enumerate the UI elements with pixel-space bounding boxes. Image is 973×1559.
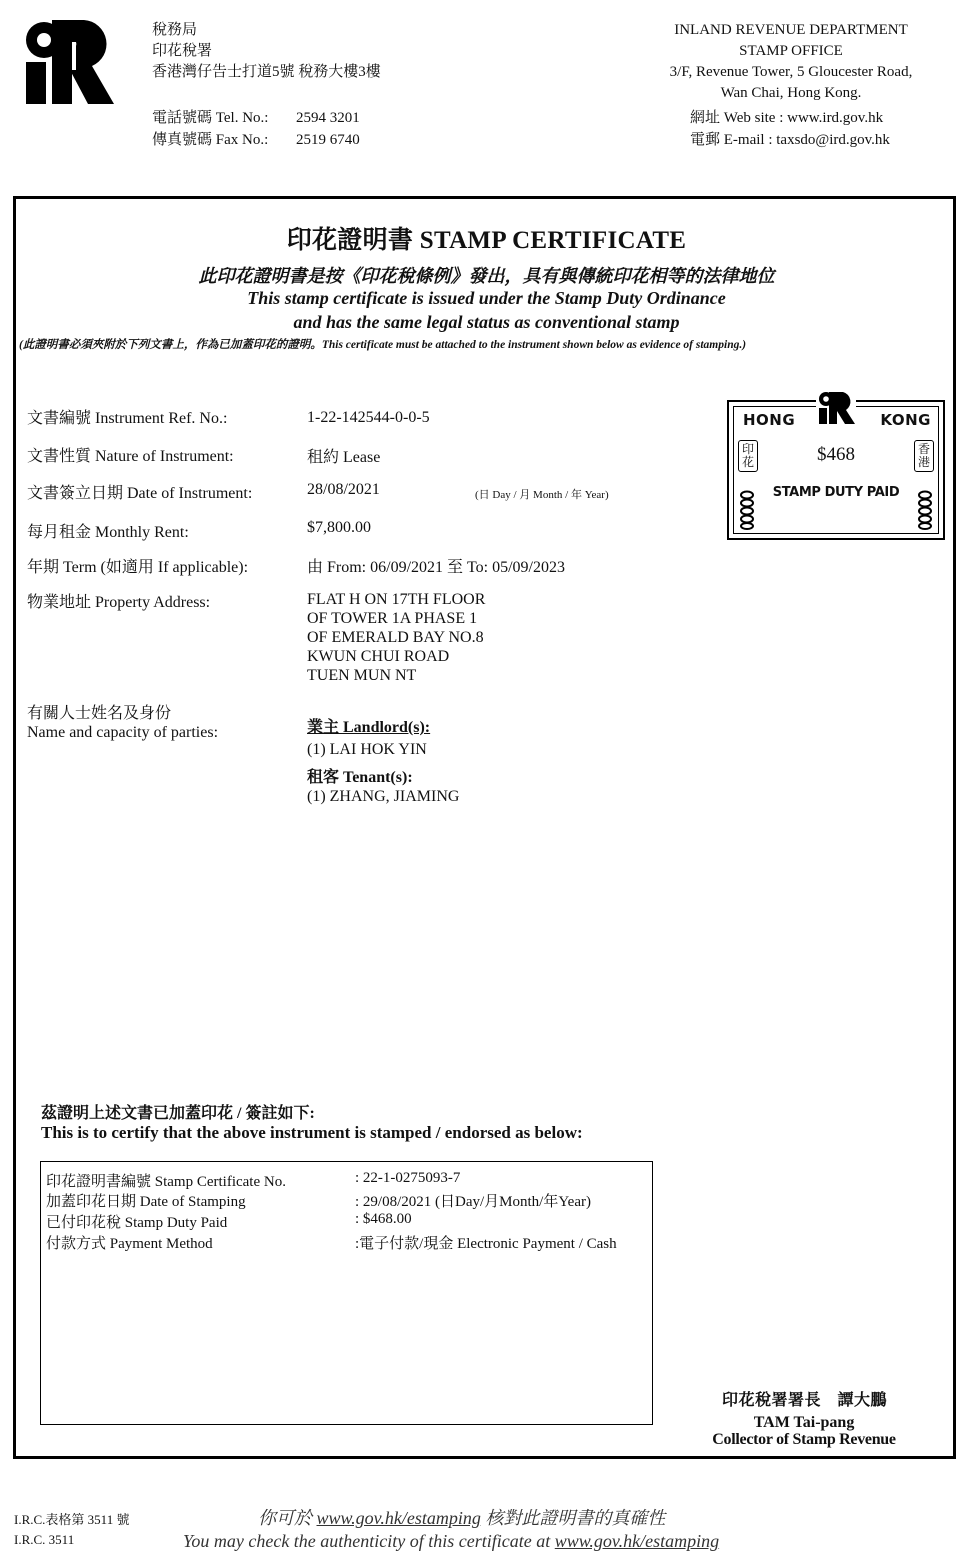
fax-value: 2519 6740 xyxy=(296,132,360,148)
date-format-hint: (日 Day / 月 Month / 年 Year) xyxy=(475,489,609,501)
address-zh: 香港灣仔告士打道5號 稅務大樓3樓 xyxy=(152,64,381,80)
form-number-en: I.R.C. 3511 xyxy=(14,1532,75,1547)
certificate-title: 印花證明書 STAMP CERTIFICATE xyxy=(286,227,687,254)
stamp-coil-ornament-icon xyxy=(917,490,933,530)
payment-method-value: :電子付款/現金 Electronic Payment / Cash xyxy=(355,1236,617,1252)
duty-paid-value: : $468.00 xyxy=(355,1211,412,1227)
subtitle-en-line-2: and has the same legal status as conventional stamp xyxy=(293,312,680,332)
email-label: 電郵 E-mail : xyxy=(690,132,777,148)
property-address xyxy=(307,590,485,685)
subtitle-en-line-1: This stamp certificate is issued under the Stamp Duty Ordinance xyxy=(247,288,726,308)
stamp-side-label-left: 印花 xyxy=(738,440,758,472)
certify-heading-en: This is to certify that the above instrument is stamped / endorsed as below: xyxy=(41,1123,583,1142)
ird-logo xyxy=(22,18,114,106)
stamping-date-value: : 29/08/2021 (日Day/月Month/年Year) xyxy=(355,1194,591,1210)
form-number-zh: I.R.C.表格第 3511 號 xyxy=(14,1512,130,1527)
date-value: 28/08/2021 xyxy=(307,481,380,498)
rent-value: $7,800.00 xyxy=(307,519,371,536)
tel-label: 電話號碼 Tel. No.: xyxy=(152,110,269,126)
stamp-duty-paid-stamp xyxy=(727,400,945,540)
term-value: 由 From: 06/09/2021 至 To: 05/09/2023 xyxy=(307,559,566,576)
ref-label: 文書編號 Instrument Ref. No.: xyxy=(27,410,228,427)
stamping-date-label: 加蓋印花日期 Date of Stamping xyxy=(46,1194,246,1210)
duty-paid-label: 已付印花稅 Stamp Duty Paid xyxy=(46,1215,228,1231)
nature-value: 租約 Lease xyxy=(307,449,381,466)
web-label: 網址 Web site : xyxy=(690,110,788,126)
certify-heading-zh: 茲證明上述文書已加蓋印花 / 簽註如下: xyxy=(41,1105,315,1122)
date-label: 文書簽立日期 Date of Instrument: xyxy=(27,485,253,502)
rent-label: 每月租金 Monthly Rent: xyxy=(27,524,189,541)
stamp-duty-paid-text: STAMP DUTY PAID xyxy=(772,485,900,500)
estamping-link[interactable]: www.gov.hk/estamping xyxy=(554,1531,720,1551)
payment-method-label: 付款方式 Payment Method xyxy=(46,1236,213,1252)
address-line: OF TOWER 1A PHASE 1 xyxy=(307,610,478,627)
estamping-link[interactable]: www.gov.hk/estamping xyxy=(316,1508,481,1528)
attachment-note: (此證明書必須夾附於下列文書上，作為已加蓋印花的證明。This certificate must be attached to the instrument shown below as evidence of stamping.) xyxy=(19,339,747,351)
fax-label: 傳真號碼 Fax No.: xyxy=(152,132,269,148)
collector-title-en: Collector of Stamp Revenue xyxy=(712,1431,896,1448)
web-link[interactable]: www.ird.gov.hk xyxy=(787,110,884,126)
authenticity-note-zh xyxy=(258,1504,665,1530)
address-line: KWUN CHUI ROAD xyxy=(307,648,450,665)
ref-value: 1-22-142544-0-0-5 xyxy=(307,409,430,426)
stamp-hong: HONG xyxy=(743,411,796,429)
landlord-label: 業主 Landlord(s): xyxy=(307,719,431,736)
authenticity-zh-suffix: 核對此證明書的真確性 xyxy=(480,1508,666,1528)
nature-label: 文書性質 Nature of Instrument: xyxy=(27,448,234,465)
office-name-en: STAMP OFFICE xyxy=(739,43,843,59)
address-label: 物業地址 Property Address: xyxy=(27,594,211,611)
stamp-ir-logo-icon xyxy=(816,390,856,426)
parties-label xyxy=(27,704,218,742)
collector-title-zh: 印花稅署署長 譚大鵬 xyxy=(722,1392,888,1409)
address-en-line-1: 3/F, Revenue Tower, 5 Gloucester Road, xyxy=(669,64,913,80)
parties-label-zh: 有關人士姓名及身份 xyxy=(27,705,172,722)
parties-label-en: Name and capacity of parties: xyxy=(27,724,219,741)
term-label: 年期 Term (如適用 If applicable): xyxy=(27,559,249,576)
tel-value: 2594 3201 xyxy=(296,110,360,126)
header-chinese-address xyxy=(152,20,381,83)
department-name-en: INLAND REVENUE DEPARTMENT xyxy=(674,22,908,38)
address-en-line-2: Wan Chai, Hong Kong. xyxy=(720,85,862,101)
department-name-zh: 稅務局 xyxy=(152,22,198,38)
stamp-coil-ornament-icon xyxy=(739,490,755,530)
landlord-name: (1) LAI HOK YIN xyxy=(307,741,427,758)
stamp-side-label-right: 香港 xyxy=(914,440,934,472)
tenant-name: (1) ZHANG, JIAMING xyxy=(307,788,460,805)
stamp-cert-no-label: 印花證明書編號 Stamp Certificate No. xyxy=(46,1174,286,1190)
stamp-amount: $468 xyxy=(817,444,855,465)
header-web-email xyxy=(690,107,890,151)
tenant-label: 租客 Tenant(s): xyxy=(307,769,413,786)
header-contact xyxy=(152,107,360,151)
authenticity-en-prefix: You may check the authenticity of this certificate at xyxy=(183,1531,555,1551)
address-line: TUEN MUN NT xyxy=(307,667,417,684)
email-link[interactable]: taxsdo@ird.gov.hk xyxy=(776,132,890,148)
authenticity-note-en xyxy=(183,1531,719,1552)
address-line: OF EMERALD BAY NO.8 xyxy=(307,629,484,646)
stamp-kong: KONG xyxy=(880,411,931,429)
authenticity-zh-prefix: 你可於 xyxy=(258,1508,317,1528)
header-english-address xyxy=(641,20,941,104)
office-name-zh: 印花稅署 xyxy=(152,43,213,59)
collector-name: TAM Tai-pang xyxy=(753,1414,855,1431)
subtitle-zh: 此印花證明書是按《印花稅條例》發出，具有與傳統印花相等的法律地位 xyxy=(198,266,775,286)
stamp-cert-no-value: : 22-1-0275093-7 xyxy=(355,1170,461,1186)
address-line: FLAT H ON 17TH FLOOR xyxy=(307,591,486,608)
